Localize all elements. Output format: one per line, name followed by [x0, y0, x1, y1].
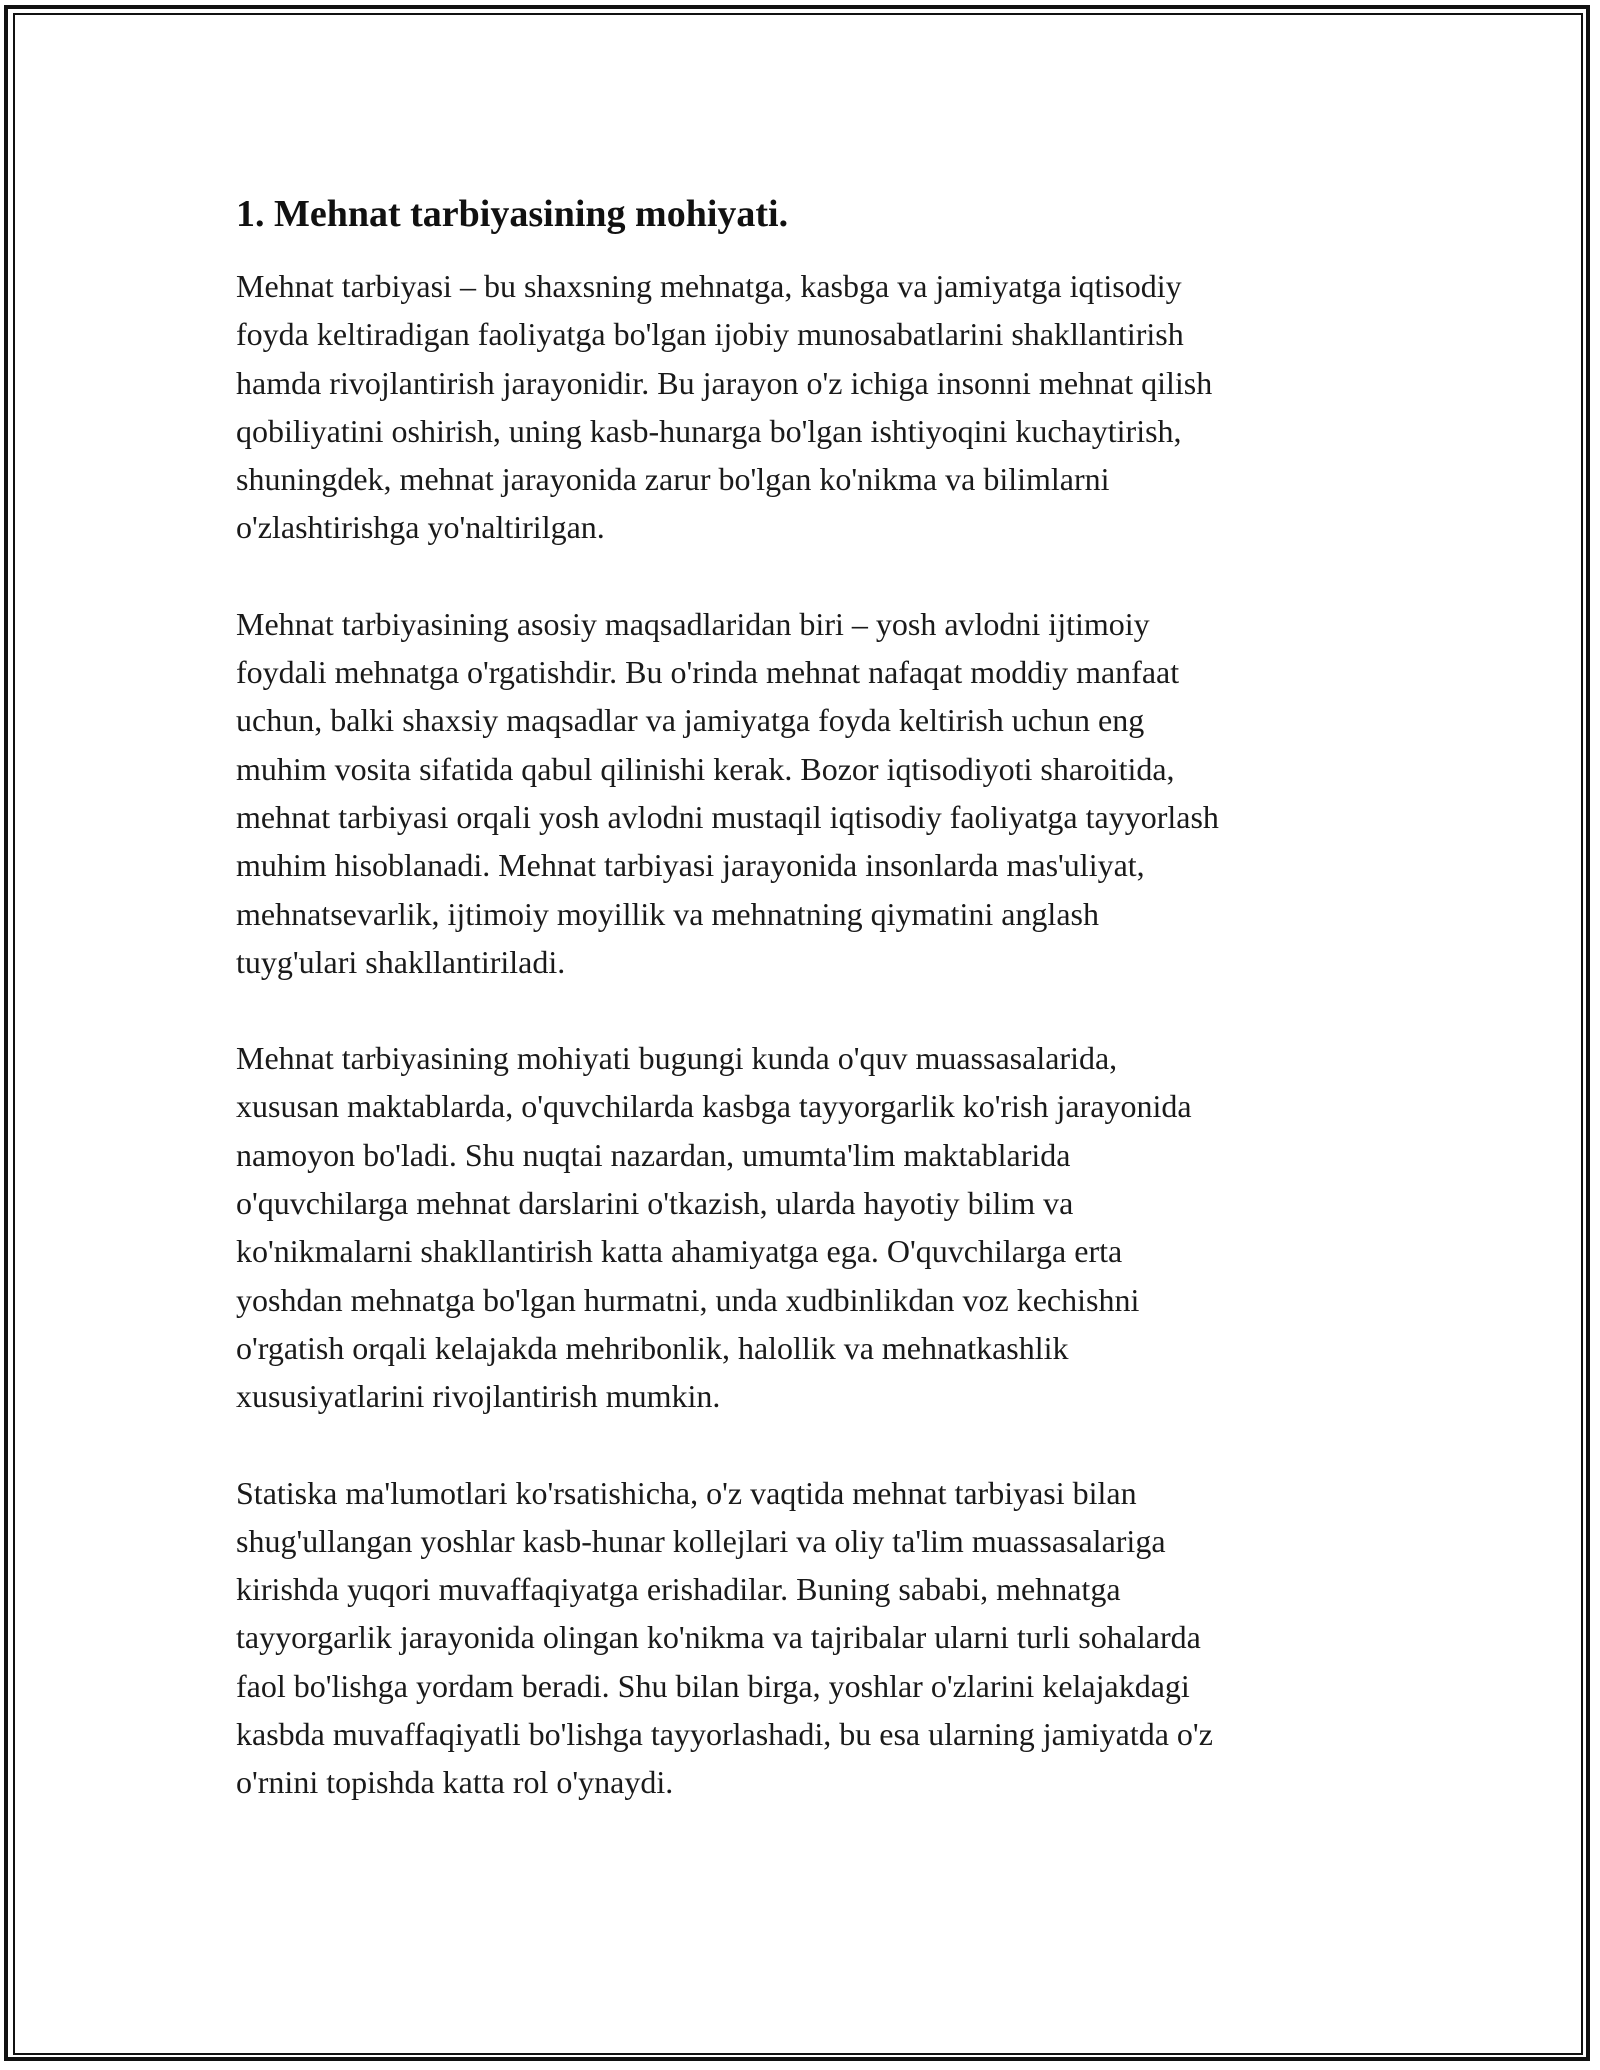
paragraph-1: Mehnat tarbiyasi – bu shaxsning mehnatga, kasbga va jamiyatga iqtisodiy foyda keltiradigan faoliyatga bo'lgan ijobiy munosabatlarini shakllantirish hamda rivojlantirish jarayonidir. Bu jarayon o'z ichiga insonni mehnat qilish qobiliyatini oshirish, uning kasb-hunarga bo'lgan ishtiyoqini kuchaytirish, shuningdek, mehnat jarayonida zarur bo'lgan ko'nikma va bilimlarni o'zlashtirishga yo'naltirilgan.: [236, 268, 1213, 546]
paragraph-2: Mehnat tarbiyasining asosiy maqsadlaridan biri – yosh avlodni ijtimoiy foydali mehnatga o'rgatishdir. Bu o'rinda mehnat nafaqat moddiy manfaat uchun, balki shaxsiy maqsadlar va jamiyatga foyda keltirish uchun eng muhim vosita sifatida qabul qilinishi kerak. Bozor iqtisodiyoti sharoitida, mehnat tarbiyasi orqali yosh avlodni mustaqil iqtisodiy faoliyatga tayyorlash muhim hisoblanadi. Mehnat tarbiyasi jarayonida insonlarda mas'uliyat, mehnatsevarlik, ijtimoiy moyillik va mehnatning qiymatini anglash tuyg'ulari shakllantiriladi.: [236, 605, 1219, 980]
document-body: [236, 188, 1366, 1855]
paragraph-3: Mehnat tarbiyasining mohiyati bugungi kunda o'quv muassasalarida, xususan maktablarda, o'quvchilarda kasbga tayyorgarlik ko'rish jarayonida namoyon bo'ladi. Shu nuqtai nazardan, umumta'lim maktablarida o'quvchilarga mehnat darslarini o'tkazish, ularda hayotiy bilim va ko'nikmalarni shakllantirish katta ahamiyatga ega. O'quvchilarga erta yoshdan mehnatga bo'lgan hurmatni, unda xudbinlikdan voz kechishni o'rgatish orqali kelajakda mehribonlik, halollik va mehnatkashlik xususiyatlarini rivojlantirish mumkin.: [236, 1040, 1192, 1415]
section-heading: 1. Mehnat tarbiyasining mohiyati.: [236, 193, 789, 235]
paragraph-4: Statiska ma'lumotlari ko'rsatishicha, o'z vaqtida mehnat tarbiyasi bilan shug'ullangan yoshlar kasb-hunar kollejlari va oliy ta'lim muassasalariga kirishda yuqori muvaffaqiyatga erishadilar. Buning sababi, mehnatga tayyorgarlik jarayonida olingan ko'nikma va tajribalar ularni turli sohalarda faol bo'lishga yordam beradi. Shu bilan birga, yoshlar o'zlarini kelajakdagi kasbda muvaffaqiyatli bo'lishga tayyorlashadi, bu esa ularning jamiyatda o'z o'rnini topishda katta rol o'ynaydi.: [236, 1474, 1213, 1801]
